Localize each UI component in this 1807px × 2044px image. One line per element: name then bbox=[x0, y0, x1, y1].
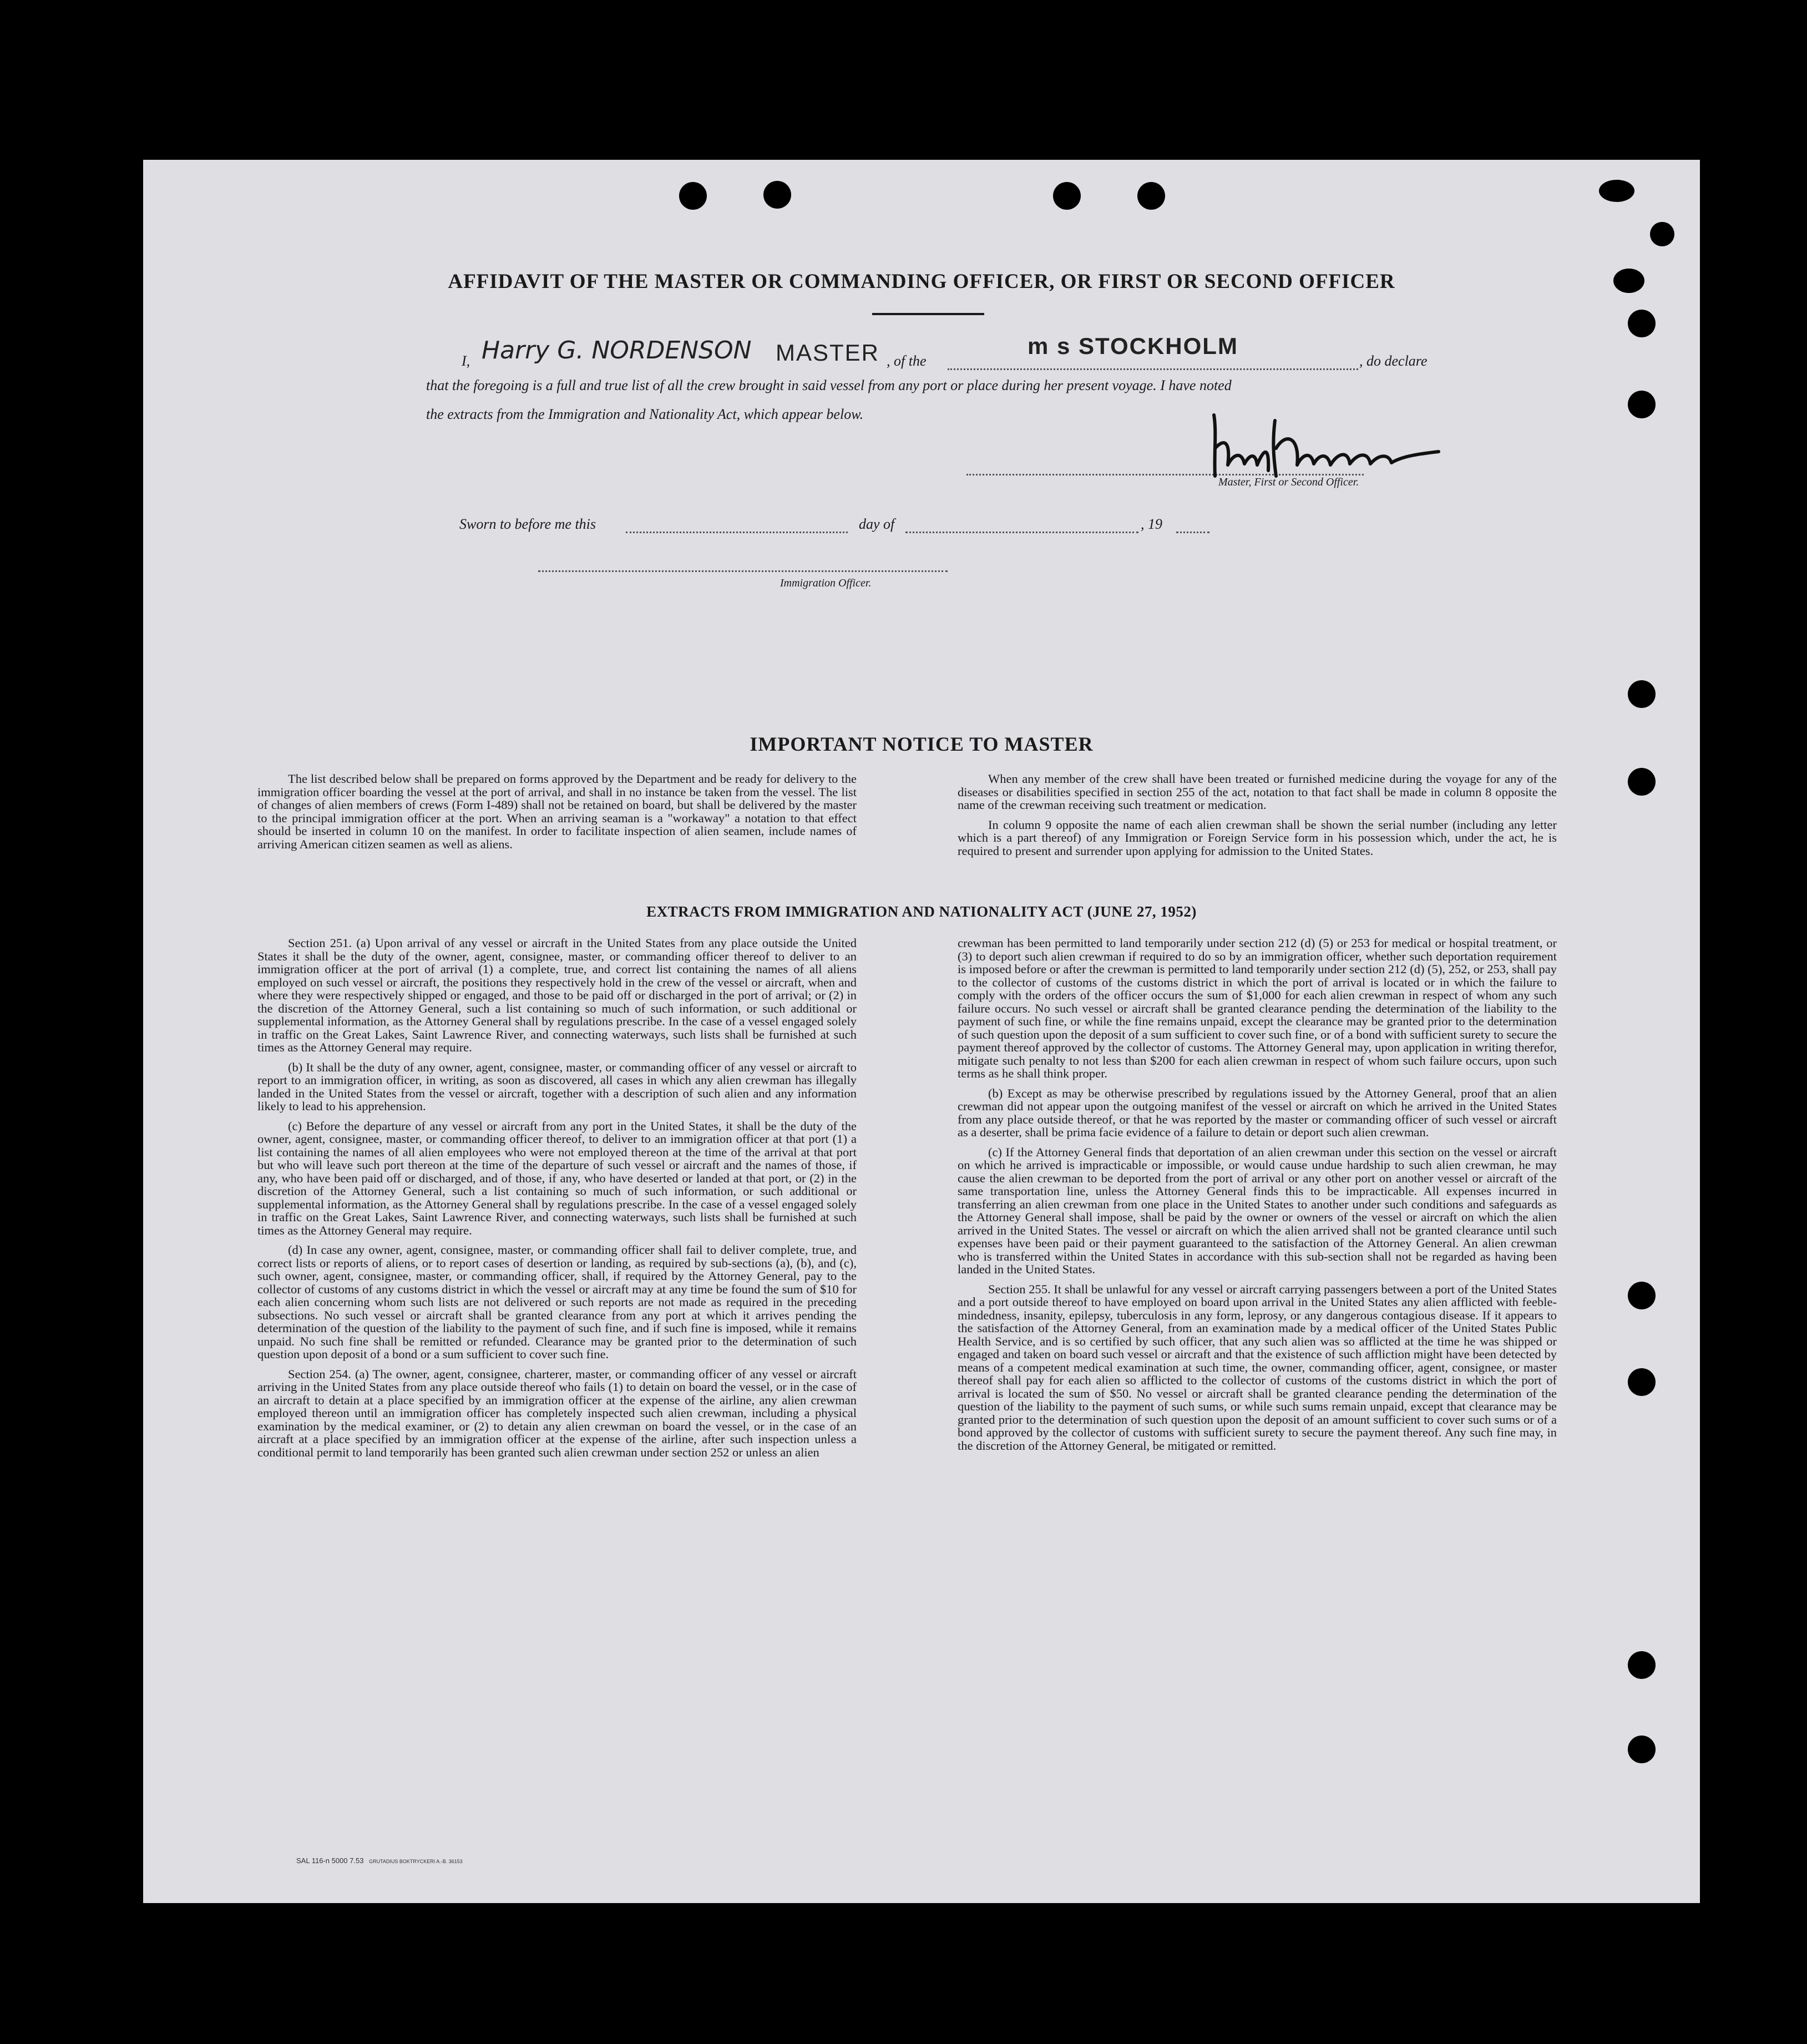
extract-paragraph: Section 251. (a) Upon arrival of any vessel or aircraft in the United States from any place outside the United States it shall be the duty of the owner, agent, consignee, master, or commanding officer thereof to deliver to an immigration officer at the port of arrival (1) a complete, true, and correct list containing the names of all aliens employed on such vessel or aircraft, the positions they respectively hold in the crew of the vessel or aircraft, when and where they were respectively shipped or engaged, and those to be paid off or discharged in the port of arrival; or (2) in the discretion of the Attorney General, such a list containing so much of such information, or such additional or supplemental information, as the Attorney General shall by regulations prescribe. In the case of a vessel engaged solely in traffic on the Great Lakes, Saint Lawrence River, and connecting waterways, such lists shall be furnished at such times as the Attorney General may require. bbox=[257, 936, 857, 1054]
extracts-left-column bbox=[257, 937, 857, 1465]
punch-hole bbox=[1628, 1736, 1656, 1763]
extracts-right-column bbox=[958, 937, 1557, 1459]
punch-hole bbox=[1599, 180, 1634, 202]
extracts-title: EXTRACTS FROM IMMIGRATION AND NATIONALITY ACT (JUNE 27, 1952) bbox=[646, 903, 1197, 920]
extract-paragraph: (d) In case any owner, agent, consignee, master, or commanding officer shall fail to deliver complete, true, and correct lists or reports of aliens, or to report cases of desertion or landing, as required by sub-sections (a), (b), and (c), such owner, agent, consignee, master, or commanding officer, shall, if required by the Attorney General, pay to the collector of customs of any customs district in which the vessel or aircraft may at any time be found the sum of $10 for each alien concerning whom such lists are not delivered or such reports are not made as required in the preceding subsections. No such vessel or aircraft shall be granted clearance from any port at which it arrives pending the determination of the question of the liability to the payment of such fine, and if such fine is imposed, while it remains unpaid. No such fine shall be remitted or refunded. Clearance may be granted prior to the determination of such question upon deposit of a bond or a sum sufficient to cover such fine. bbox=[257, 1243, 857, 1361]
sworn-day-line bbox=[626, 532, 848, 533]
affidavit-title: AFFIDAVIT OF THE MASTER OR COMMANDING OFFICER, OR FIRST OR SECOND OFFICER bbox=[448, 270, 1395, 293]
document-page bbox=[143, 160, 1700, 1903]
punch-hole bbox=[1628, 768, 1656, 796]
vessel-name-stamp: m s STOCKHOLM bbox=[1027, 333, 1238, 359]
printer-text: GRUTADIUS BOKTRYCKERI A.-B. 36153 bbox=[369, 1859, 463, 1864]
extract-paragraph: Section 254. (a) The owner, agent, consignee, charterer, master, or commanding officer of any vessel or aircraft arriving in the United States from any place outside thereof who fails (1) to detain on board the vessel, or in the case of an aircraft to detain at a place specified by an immigration officer at the expense of the airline, any alien crewman employed thereon until an immigration officer has completely inspected such alien crewman, including a physical examination by the medical examiner, or (2) to detain any alien crewman on board the vessel, or in the case of an aircraft at a place specified by an immigration officer at the expense of the airline, after such inspection unless a conditional permit to land temporarily has been granted such alien crewman under section 252 or unless an alien bbox=[257, 1367, 857, 1459]
title-underline bbox=[872, 313, 984, 315]
declaration-line-2: that the foregoing is a full and true list of all the crew brought in said vessel from any port or place during her present voyage. I have noted bbox=[426, 377, 1232, 393]
sworn-year-line bbox=[1176, 532, 1209, 533]
notice-right-paragraph-2: In column 9 opposite the name of each alien crewman shall be shown the serial number (including any letter which is a part thereof) of any Immigration or Foreign Service form in his possession which, under the act, he is required to present and surrender upon applying for admission to the United States. bbox=[958, 817, 1557, 858]
declaration-line-3: the extracts from the Immigration and Nationality Act, which appear below. bbox=[426, 406, 864, 422]
extract-paragraph: (c) Before the departure of any vessel or aircraft from any port in the United States, it shall be the duty of the owner, agent, consignee, master, or commanding officer thereof, to deliver to an immigration officer at that port (1) a list containing the names of all alien employees who were not employed thereon at the time of the arrival at that port but who will leave such port thereon at the time of the departure of such vessel or aircraft and the names of those, if any, who have been paid off or discharged, and of those, if any, who have deserted or landed at that port, or (2) in the discretion of the Attorney General, such a list containing so much of such information, or such additional or supplemental information, as the Attorney General shall by regulations prescribe. In the case of a vessel engaged solely in traffic on the Great Lakes, Saint Lawrence River, and connecting waterways, such lists shall be furnished at such times as the Attorney General may require. bbox=[257, 1119, 857, 1237]
day-of-label: day of bbox=[859, 516, 895, 532]
punch-hole bbox=[1628, 310, 1656, 337]
i-label: I, bbox=[462, 353, 470, 369]
do-declare-label: , do declare bbox=[1359, 353, 1428, 369]
extract-paragraph: crewman has been permitted to land temporarily under section 212 (d) (5) or 253 for medical or hospital treatment, or (3) to deport such alien crewman if required to do so by an immigration officer, whether such deportation requirement is imposed before or after the crewman is permitted to land temporarily under section 212 (d) (5), 252, or 253, shall pay to the collector of customs of the customs district in which the port of arrival is located or in which the failure to comply with the orders of the officer occurs the sum of $1,000 for each alien crewman in respect of whom any such failure occurs. No such vessel or aircraft shall be granted clearance pending the determination of the liability to the payment of such fine, or while the fine remains unpaid, except the clearance may be granted prior to the determination of such question upon the deposit of a sum sufficient to cover such fine, or of a bond with sufficient surety to secure the payment thereof approved by the collector of customs. The Attorney General may, upon application in writing therefor, mitigate such penalty to not less than $200 for each alien crewman in respect of whom such failure occurs, upon such terms as he shall think proper. bbox=[958, 936, 1557, 1080]
punch-hole bbox=[1053, 182, 1081, 210]
sworn-month-line bbox=[905, 532, 1138, 533]
master-name-handwritten: Harry G. NORDENSON bbox=[482, 336, 752, 365]
punch-hole bbox=[1628, 1651, 1656, 1679]
notice-right-paragraph-1: When any member of the crew shall have been treated or furnished medicine during the voyage for any of the diseases or disabilities specified in section 255 of the act, notation to that fact shall be made in column 8 opposite the name of the crewman receiving such treatment or medication. bbox=[958, 772, 1557, 812]
extract-paragraph: (c) If the Attorney General finds that deportation of an alien crewman under this section on the vessel or aircraft on which he arrived is impracticable or impossible, or would cause undue hardship to such alien crewman, he may cause the alien crewman to be deported from the port of arrival or any other port on another vessel or aircraft of the same transportation line, unless the Attorney General finds this to be impracticable. All expenses incurred in transferring an alien crewman from one place in the United States to another under such conditions and safeguards as the Attorney General shall impose, shall be paid by the owner or owners of the vessel or aircraft on which the alien arrived in the United States. The vessel or aircraft on which the alien arrived shall not be granted clearance until such expenses have been paid or their payment guaranteed to the satisfaction of the Attorney General. An alien crewman who is transferred within the United States in accordance with this sub-section shall not be regarded as having been landed in the United States. bbox=[958, 1145, 1557, 1276]
rank-stamp: MASTER bbox=[776, 340, 880, 366]
notice-title: IMPORTANT NOTICE TO MASTER bbox=[750, 733, 1094, 755]
extract-paragraph: Section 255. It shall be unlawful for any vessel or aircraft carrying passengers between a port of the United States and a port outside thereof to have employed on board upon arrival in the United States any alien afflicted with feeble-mindedness, insanity, epilepsy, tuberculosis in any form, leprosy, or any dangerous contagious disease. If it appears to the satisfaction of the Attorney General, from an examination made by a medical officer of the United States Public Health Service, and is so certified by such officer, that any such alien was so afflicted at the time he was shipped or engaged and taken on board such vessel or aircraft and that the existence of such affliction might have been detected by means of a competent medical examination at such time, the owner, commanding officer, agent, consignee, or master thereof shall pay for each alien so afflicted to the collector of customs of the customs district in which the port of arrival is located the sum of $50. No vessel or aircraft shall be granted clearance pending the determination of the question of the liability to the payment of such sums, or while such sums remain unpaid, except that clearance may be granted prior to the determination of such question upon the deposit of an amount sufficient to cover such sums or of a bond approved by the collector of customs with sufficient surety to secure the payment thereof. Any such fine may, in the discretion of the Attorney General, be mitigated or remitted. bbox=[958, 1282, 1557, 1453]
officer-dotted-line bbox=[538, 570, 948, 572]
extract-paragraph: (b) Except as may be otherwise prescribed by regulations issued by the Attorney General, proof that an alien crewman did not appear upon the outgoing manifest of the vessel or aircraft on which he arrived in the United States from any place outside thereof, or that he was reported by the master or commanding officer of such vessel or aircraft as a deserter, shall be prima facie evidence of a failure to detain or deport such alien crewman. bbox=[958, 1086, 1557, 1139]
punch-hole bbox=[1650, 222, 1674, 246]
notice-right-column bbox=[958, 772, 1557, 864]
extract-paragraph: (b) It shall be the duty of any owner, agent, consignee, master, or commanding officer of any vessel or aircraft to report to an immigration officer, in writing, as soon as discovered, all cases in which any alien crewman has illegally landed in the United States from the vessel or aircraft, together with a description of such alien and any information likely to lead to his apprehension. bbox=[257, 1060, 857, 1113]
year-label: , 19 bbox=[1141, 516, 1162, 532]
sworn-label: Sworn to before me this bbox=[459, 516, 596, 532]
signature-caption: Master, First or Second Officer. bbox=[1218, 476, 1359, 488]
form-code-text: SAL 116-n 5000 7.53 bbox=[296, 1856, 364, 1865]
punch-hole bbox=[1137, 182, 1165, 210]
punch-hole bbox=[763, 181, 791, 209]
form-code bbox=[296, 1856, 463, 1865]
punch-hole bbox=[1628, 391, 1656, 418]
punch-hole bbox=[1628, 1282, 1656, 1309]
notice-left-column bbox=[257, 772, 857, 857]
punch-hole bbox=[679, 182, 707, 210]
punch-hole bbox=[1628, 680, 1656, 708]
officer-caption: Immigration Officer. bbox=[780, 577, 872, 589]
notice-left-paragraph: The list described below shall be prepared on forms approved by the Department and be ready for delivery to the immigration officer boarding the vessel at the port of arrival, and shall in no instance be taken from the vessel. The list of changes of alien members of crews (Form I-489) shall not be retained on board, but shall be delivered by the master to the principal immigration officer at the port. When an arriving seaman is a "workaway" a notation to that effect should be inserted in column 10 on the manifest. In order to facilitate inspection of alien seamen, include names of arriving American citizen seamen as well as aliens. bbox=[257, 772, 857, 851]
punch-hole bbox=[1628, 1368, 1656, 1396]
vessel-dotted-line bbox=[948, 368, 1358, 370]
of-the-label: , of the bbox=[887, 353, 927, 369]
